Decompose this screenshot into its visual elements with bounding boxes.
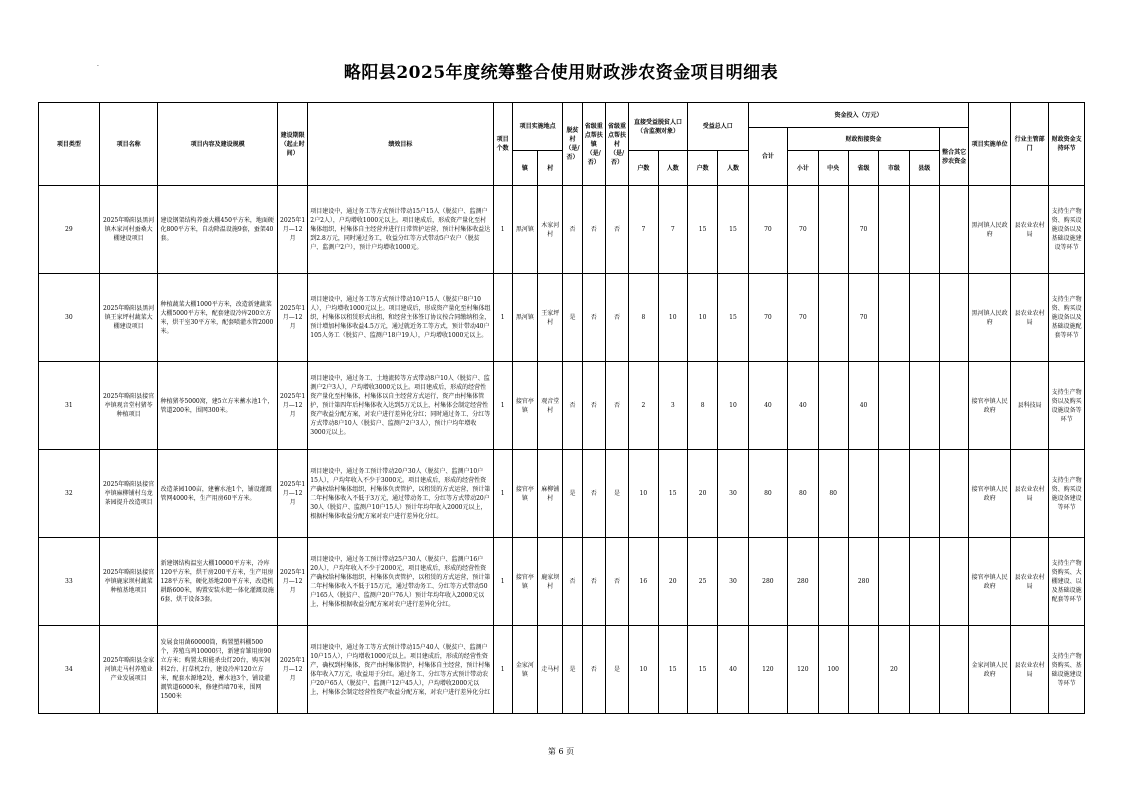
header-benefit-ppl: 人数 bbox=[718, 151, 748, 186]
header-city: 市级 bbox=[879, 151, 909, 186]
cell-name: 2025年略阳县金家河镇走马村养殖业产业发展项目 bbox=[99, 626, 158, 714]
cell-province: 40 bbox=[848, 362, 878, 450]
cell-total: 120 bbox=[748, 626, 787, 714]
cell-period: 2025年1月—12月 bbox=[277, 450, 307, 538]
header-benefit-hh: 户数 bbox=[687, 151, 717, 186]
header-count: 项目个数 bbox=[493, 103, 512, 186]
header-benefit: 受益总人口 bbox=[687, 103, 748, 151]
cell-support: 支持生产物资、购买设施设备以及基础设施配套等环节 bbox=[1049, 274, 1085, 362]
cell-count: 1 bbox=[493, 186, 512, 274]
header-town: 镇 bbox=[512, 151, 537, 186]
cell-city: 20 bbox=[879, 626, 909, 714]
cell-central bbox=[818, 362, 848, 450]
table-row bbox=[39, 538, 1085, 626]
doc-title: 略阳县2025年度统筹整合使用财政涉农资金项目明细表 bbox=[343, 63, 779, 83]
cell-direct-hh: 2 bbox=[629, 362, 658, 450]
page-number: 第 6 页 bbox=[547, 747, 575, 756]
cell-direct-ppl: 15 bbox=[658, 450, 687, 538]
cell-village: 麻柳铺村 bbox=[538, 450, 563, 538]
cell-village: 走马村 bbox=[538, 626, 563, 714]
cell-count: 1 bbox=[493, 450, 512, 538]
cell-other bbox=[939, 362, 968, 450]
cell-direct-hh: 10 bbox=[629, 450, 658, 538]
header-direct: 直接受益脱贫人口（含监测对象） bbox=[629, 103, 688, 151]
header-funds: 资金投入（万元） bbox=[748, 103, 969, 128]
cell-benefit-hh: 15 bbox=[687, 186, 717, 274]
cell-benefit-ppl: 15 bbox=[718, 186, 748, 274]
cell-subtotal: 120 bbox=[788, 626, 818, 714]
cell-poor: 否 bbox=[563, 362, 582, 450]
cell-village: 王家坪村 bbox=[538, 274, 563, 362]
cell-content: 建设钢架结构养蚕大棚450平方米，地面硬化800平方米，自动降温设施9套，蚕架40套。 bbox=[158, 186, 277, 274]
cell-content: 改造茶园100亩，建蓄水池1个，铺设灌溉管网4000米，生产用房60平方米。 bbox=[158, 450, 277, 538]
cell-count: 1 bbox=[493, 626, 512, 714]
cell-perf: 项目建设中，通过务工预计带动25户30人（脱贫户、监测户16户20人），户均年收入不少于2000元，项目建成后，形成的经营性资产确权给村集体组织，村集体负责管护，以租赁的方式运营，预计第二年村集体收入不低于15万元，通过带动务工、分红等方式带动50户165人（脱贫户、监测户20户76人）预计年均年收入2000元以上，村集体根据收益分配方案对农户进行差异化分红。 bbox=[308, 538, 493, 626]
cell-city bbox=[879, 274, 909, 362]
cell-province: 280 bbox=[848, 538, 878, 626]
cell-content: 种植猪苓5000窝，建5立方米蓄水池1个，管道200米，围网300米。 bbox=[158, 362, 277, 450]
cell-town: 接官亭镇 bbox=[512, 538, 537, 626]
cell-poor: 是 bbox=[563, 450, 582, 538]
header-prov-key: 省级重点帮扶镇（是/否） bbox=[582, 103, 605, 186]
cell-county bbox=[909, 450, 939, 538]
cell-content: 新建钢结构温室大棚10000平方米，冷库120平方米，烘干房200平方米，生产用房128平方米，硬化基地200平方米，改造机耕路600米，购置安装水肥一体化灌溉设施6套、烘干设备3套。 bbox=[158, 538, 277, 626]
cell-benefit-hh: 8 bbox=[687, 362, 717, 450]
cell-other bbox=[939, 626, 968, 714]
cell-direct-ppl: 3 bbox=[658, 362, 687, 450]
cell-central bbox=[818, 274, 848, 362]
cell-type: 33 bbox=[39, 538, 100, 626]
cell-city bbox=[879, 186, 909, 274]
cell-perf: 项目建设中，通过务工等方式预计带动15户40人（脱贫户、监测户10户15人），户均增收1000元以上。项目建成后，形成的经营性资产，确权到村集体，资产由村集体管护，村集体自主经营，预计村集体年收入7万元，收益用于分红。通过务工、分红等方式预计带动农户20户65人（脱贫户、监测户12户45人），户均增收2000元以上，村集体会制定经营性资产收益分配方案，对农户进行差异化分红 bbox=[308, 626, 493, 714]
cell-dept: 县农业农村局 bbox=[1010, 538, 1048, 626]
cell-prov-village: 否 bbox=[605, 274, 628, 362]
cell-name: 2025年略阳县黑河镇木家河村蚕桑大棚建设项目 bbox=[99, 186, 158, 274]
table-row bbox=[39, 274, 1085, 362]
header-province: 省级 bbox=[848, 151, 878, 186]
header-county: 县级 bbox=[909, 151, 939, 186]
cell-subtotal: 280 bbox=[788, 538, 818, 626]
cell-subtotal: 40 bbox=[788, 362, 818, 450]
cell-benefit-ppl: 10 bbox=[718, 362, 748, 450]
cell-direct-hh: 8 bbox=[629, 274, 658, 362]
cell-dept: 县农业农村局 bbox=[1010, 450, 1048, 538]
cell-unit: 黑河镇人民政府 bbox=[969, 186, 1011, 274]
table-row bbox=[39, 626, 1085, 714]
cell-total: 70 bbox=[748, 186, 787, 274]
cell-type: 29 bbox=[39, 186, 100, 274]
page-mark: · bbox=[97, 63, 99, 70]
header-other: 整合其它涉农资金 bbox=[939, 128, 968, 186]
cell-period: 2025年1月—12月 bbox=[277, 186, 307, 274]
cell-total: 80 bbox=[748, 450, 787, 538]
cell-period: 2025年1月—12月 bbox=[277, 626, 307, 714]
header-direct-hh: 户数 bbox=[629, 151, 658, 186]
cell-province: 70 bbox=[848, 274, 878, 362]
cell-direct-ppl: 7 bbox=[658, 186, 687, 274]
cell-county bbox=[909, 362, 939, 450]
cell-benefit-hh: 25 bbox=[687, 538, 717, 626]
cell-city bbox=[879, 450, 909, 538]
cell-type: 34 bbox=[39, 626, 100, 714]
cell-benefit-hh: 10 bbox=[687, 274, 717, 362]
cell-city bbox=[879, 362, 909, 450]
header-perf: 绩效目标 bbox=[308, 103, 493, 186]
cell-direct-hh: 16 bbox=[629, 538, 658, 626]
header-poor: 脱贫村（是/否） bbox=[563, 103, 582, 186]
cell-support: 支持生产物资购买、基础设施建设等环节 bbox=[1049, 626, 1085, 714]
cell-support: 支持生产物资、购买设施设备以及基础设施建设等环节 bbox=[1049, 186, 1085, 274]
cell-name: 2025年略阳县接官亭镇观音堂村猪苓种植项目 bbox=[99, 362, 158, 450]
cell-type: 30 bbox=[39, 274, 100, 362]
cell-prov-village: 是 bbox=[605, 450, 628, 538]
cell-period: 2025年1月—12月 bbox=[277, 362, 307, 450]
cell-perf: 项目建设中，通过务工等方式预计带动10户15人（脱贫户8户10人），户均增收1000元以上。项目建成后，形成资产量化至村集体组织，村集体以租赁形式出租，和经营主体签订协议按合同缴纳租金，预计增加村集体收益4.5万元，通过就近务工等方式，预计带动40户105人务工（脱贫户、监测户18户19人），户均增收1000元以上。 bbox=[308, 274, 493, 362]
cell-benefit-hh: 20 bbox=[687, 450, 717, 538]
cell-period: 2025年1月—12月 bbox=[277, 538, 307, 626]
cell-prov-key: 否 bbox=[582, 626, 605, 714]
cell-benefit-ppl: 30 bbox=[718, 450, 748, 538]
cell-total: 280 bbox=[748, 538, 787, 626]
cell-county bbox=[909, 186, 939, 274]
cell-central: 80 bbox=[818, 450, 848, 538]
cell-perf: 项目建设中，通过务工预计带动20户30人（脱贫户、监测户10户15人），户均年收入不少于3000元。项目建成后，形成的经营性资产确权给村集体组织，村集体负责管护，以租赁的方式运营，预计第二年村集体收入不低于3万元，通过带动务工、分红等方式带动20户30人（脱贫户、监测户10户15人）预计年均年收入2000元以上，根据村集体收益分配方案对农户进行差异化分红。 bbox=[308, 450, 493, 538]
cell-dept: 县农业农村局 bbox=[1010, 626, 1048, 714]
cell-subtotal: 80 bbox=[788, 450, 818, 538]
cell-town: 金家河镇 bbox=[512, 626, 537, 714]
cell-town: 黑河镇 bbox=[512, 186, 537, 274]
header-village: 村 bbox=[538, 151, 563, 186]
cell-benefit-ppl: 40 bbox=[718, 626, 748, 714]
header-central: 中央 bbox=[818, 151, 848, 186]
cell-support: 支持生产物资、购买设施设备建设等环节 bbox=[1049, 450, 1085, 538]
cell-dept: 县农业农村局 bbox=[1010, 186, 1048, 274]
cell-poor: 是 bbox=[563, 626, 582, 714]
cell-county bbox=[909, 626, 939, 714]
cell-direct-ppl: 10 bbox=[658, 274, 687, 362]
cell-prov-village: 否 bbox=[605, 538, 628, 626]
header-period: 建设期限（起止时间） bbox=[277, 103, 307, 186]
cell-period: 2025年1月—12月 bbox=[277, 274, 307, 362]
cell-unit: 黑河镇人民政府 bbox=[969, 274, 1011, 362]
cell-other bbox=[939, 450, 968, 538]
cell-county bbox=[909, 538, 939, 626]
cell-other bbox=[939, 538, 968, 626]
cell-village: 木家河村 bbox=[538, 186, 563, 274]
cell-perf: 项目建设中，通过务工等方式预计带动15户15人（脱贫户、监测户2户2人），户均增收1000元以上。项目建成后，形成资产量化至村集体组织，村集体自主经营并进行日常管护运营，预计村集体收益达到2.8万元，同时通过务工，收益分红等方式带动5户农户（脱贫户、监测户2户），预计户均增收1000元。 bbox=[308, 186, 493, 274]
cell-prov-key: 否 bbox=[582, 362, 605, 450]
cell-poor: 否 bbox=[563, 186, 582, 274]
cell-count: 1 bbox=[493, 538, 512, 626]
cell-province: 70 bbox=[848, 186, 878, 274]
cell-benefit-ppl: 15 bbox=[718, 274, 748, 362]
cell-name: 2025年略阳县黑河镇王家坪村蔬菜大棚建设项目 bbox=[99, 274, 158, 362]
cell-prov-key: 否 bbox=[582, 186, 605, 274]
table-row bbox=[39, 186, 1085, 274]
header-type: 项目类型 bbox=[39, 103, 100, 186]
cell-support: 支持生产物资以及购买设施设备等环节 bbox=[1049, 362, 1085, 450]
cell-poor: 是 bbox=[563, 274, 582, 362]
cell-town: 接官亭镇 bbox=[512, 450, 537, 538]
header-content: 项目内容及建设规模 bbox=[158, 103, 277, 186]
cell-central: 100 bbox=[818, 626, 848, 714]
cell-benefit-hh: 15 bbox=[687, 626, 717, 714]
cell-dept: 县农业农村局 bbox=[1010, 274, 1048, 362]
cell-village: 鹿家坝村 bbox=[538, 538, 563, 626]
cell-other bbox=[939, 186, 968, 274]
header-direct-ppl: 人数 bbox=[658, 151, 687, 186]
cell-content: 种植蔬菜大棚1000平方米，改造新建蔬菜大棚5000平方米，配套建设冷库200立方米，烘干室30平方米，配套喷灌水管2000米。 bbox=[158, 274, 277, 362]
header-support: 财政资金支持环节 bbox=[1049, 103, 1085, 186]
cell-name: 2025年略阳县接官亭镇麻柳铺村乌龙茶园提升改造项目 bbox=[99, 450, 158, 538]
header-prov-village: 省级重点帮扶村（是/否） bbox=[605, 103, 628, 186]
table-row bbox=[39, 450, 1085, 538]
cell-direct-ppl: 15 bbox=[658, 626, 687, 714]
cell-province bbox=[848, 626, 878, 714]
cell-town: 黑河镇 bbox=[512, 274, 537, 362]
cell-count: 1 bbox=[493, 362, 512, 450]
cell-central bbox=[818, 186, 848, 274]
cell-poor: 否 bbox=[563, 538, 582, 626]
cell-prov-key: 否 bbox=[582, 450, 605, 538]
cell-total: 70 bbox=[748, 274, 787, 362]
cell-type: 32 bbox=[39, 450, 100, 538]
cell-type: 31 bbox=[39, 362, 100, 450]
cell-village: 观音堂村 bbox=[538, 362, 563, 450]
cell-county bbox=[909, 274, 939, 362]
cell-unit: 接官亭镇人民政府 bbox=[969, 538, 1011, 626]
cell-subtotal: 70 bbox=[788, 274, 818, 362]
cell-name: 2025年略阳县接官亭镇鹿家坝村蔬菜种植基地项目 bbox=[99, 538, 158, 626]
cell-total: 40 bbox=[748, 362, 787, 450]
project-table bbox=[38, 102, 1085, 714]
cell-unit: 金家河镇人民政府 bbox=[969, 626, 1011, 714]
cell-unit: 接官亭镇人民政府 bbox=[969, 362, 1011, 450]
cell-prov-village: 是 bbox=[605, 626, 628, 714]
cell-prov-key: 否 bbox=[582, 274, 605, 362]
header-subtotal: 小计 bbox=[788, 151, 818, 186]
table-row bbox=[39, 362, 1085, 450]
cell-content: 发展食用菌60000筒，购置塑料棚500个，养殖乌鸡10000只，新建育雏用房90立方米；购置太阳能杀虫灯20台，购买饲料2台、打草机2台，建设冷库120立方米，配套水源地2处，蓄水池3个，铺设灌溉管道6000米，修建挡墙70米，围网1500米 bbox=[158, 626, 277, 714]
cell-central bbox=[818, 538, 848, 626]
cell-town: 接官亭镇 bbox=[512, 362, 537, 450]
cell-benefit-ppl: 30 bbox=[718, 538, 748, 626]
header-fiscal: 财政衔接资金 bbox=[788, 128, 940, 151]
header-name: 项目名称 bbox=[99, 103, 158, 186]
cell-city bbox=[879, 538, 909, 626]
header-unit: 项目实施单位 bbox=[969, 103, 1011, 186]
cell-count: 1 bbox=[493, 274, 512, 362]
cell-unit: 接官亭镇人民政府 bbox=[969, 450, 1011, 538]
cell-prov-village: 否 bbox=[605, 186, 628, 274]
cell-direct-hh: 7 bbox=[629, 186, 658, 274]
cell-subtotal: 70 bbox=[788, 186, 818, 274]
cell-prov-key: 否 bbox=[582, 538, 605, 626]
header-location: 项目实施地点 bbox=[512, 103, 563, 151]
cell-direct-ppl: 20 bbox=[658, 538, 687, 626]
header-total: 合计 bbox=[748, 128, 787, 186]
cell-dept: 县科技局 bbox=[1010, 362, 1048, 450]
cell-prov-village: 否 bbox=[605, 362, 628, 450]
cell-direct-hh: 10 bbox=[629, 626, 658, 714]
cell-province bbox=[848, 450, 878, 538]
cell-perf: 项目建设中，通过务工、土地流转等方式带动8户10人（脱贫户、监测户2户3人），户均增收3000元以上。项目建成后，形成的经营性资产量化至村集体，村集体以自主经营方式运行，资产由村集体管护，预计第四年后村集体收入达到5万元以上，村集体会制定经营性资产收益分配方案，对农户进行差异化分红；同时通过务工、分红等方式带动8户10人（脱贫户、监测户2户3人），预计户均年增收3000元以上。 bbox=[308, 362, 493, 450]
header-dept: 行业主管部门 bbox=[1010, 103, 1048, 186]
cell-support: 支持生产物资购买、大棚建设、以及基础设施配套等环节 bbox=[1049, 538, 1085, 626]
cell-other bbox=[939, 274, 968, 362]
